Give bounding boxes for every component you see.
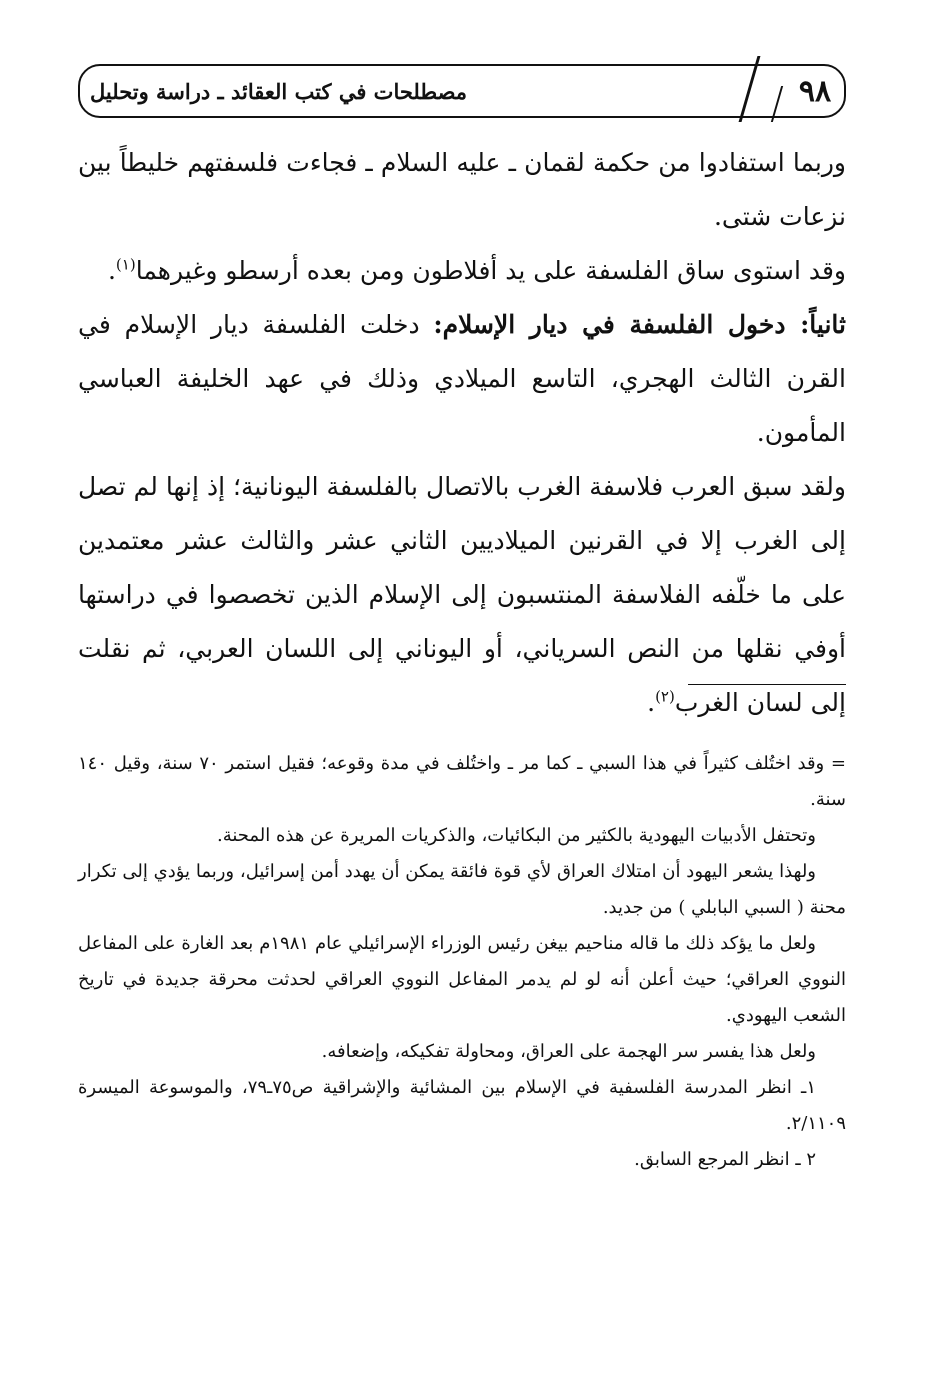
footnote-paragraph: وتحتفل الأدبيات اليهودية بالكثير من البكائيات، والذكريات المريرة عن هذه المحنة. (216, 825, 816, 846)
footnote-1: ١ـ انظر المدرسة الفلسفية في الإسلام بين المشائية والإشراقية ص٧٥ـ٧٩، والموسوعة الميسرة ٢/١١٠٩. (78, 1077, 846, 1134)
paragraph-2-end: . (107, 256, 116, 285)
footnotes (78, 746, 846, 1178)
footnote-ref-2: (٢) (655, 687, 675, 706)
section-heading: ثانياً: دخول الفلسفة في ديار الإسلام: (433, 310, 846, 339)
footnote-ref-1: (١) (115, 255, 136, 274)
paragraph-3-text: دخلت الفلسفة ديار الإسلام في القرن الثالث الهجري، التاسع الميلادي وذلك في عهد الخليفة العباسي المأمون. (78, 310, 846, 447)
footnote-separator (688, 684, 846, 685)
footnote-paragraph: ولعل هذا يفسر سر الهجمة على العراق، ومحاولة تفكيكه، وإضعافه. (321, 1041, 816, 1062)
paragraph-2 (78, 244, 846, 298)
paragraph-4-end: . (647, 688, 656, 717)
paragraph-4-text: ولقد سبق العرب فلاسفة الغرب بالاتصال بالفلسفة اليونانية؛ إذ إنها لم تصل إلى الغرب إلا في القرنين الميلاديين الثاني عشر والثالث عشر معتمدين على ما خلّفه الفلاسفة المنتسبون إلى الإسلام الذين تخصصوا في دراستها أوفي نقلها من النص السرياني، أو اليوناني إلى اللسان العربي، ثم نقلت إلى لسان الغرب (78, 472, 847, 717)
page-number: ٩٨ (798, 74, 832, 109)
footnote-continuation: = وقد اختُلف كثيراً في هذا السبي ـ كما مر ـ واختُلف في مدة وقوعه؛ فقيل استمر ٧٠ سنة، وقيل ١٤٠ سنة. (78, 753, 847, 810)
paragraph-4 (78, 460, 846, 730)
paragraph-2-text: وقد استوى ساق الفلسفة على يد أفلاطون ومن بعده أرسطو وغيرهما (135, 256, 846, 285)
running-header-title: مصطلحات في كتب العقائد ـ دراسة وتحليل (90, 79, 468, 104)
footnote-2: ٢ ـ انظر المرجع السابق. (634, 1149, 816, 1170)
footnote-paragraph: ولعل ما يؤكد ذلك ما قاله مناحيم بيغن رئيس الوزراء الإسرائيلي عام ١٩٨١م بعد الغارة على المفاعل النووي العراقي؛ حيث أعلن أنه لو لم يدمر المفاعل النووي العراقي لحدثت محرقة جديدة في تاريخ الشعب اليهودي. (78, 933, 846, 1026)
paragraph-3 (78, 298, 846, 460)
footnote-paragraph: ولهذا يشعر اليهود أن امتلاك العراق لأي قوة فائقة يمكن أن يهدد أمن إسرائيل، وربما يؤدي إلى تكرار محنة ( السبي البابلي ) من جديد. (78, 861, 846, 918)
paragraph-1: وربما استفادوا من حكمة لقمان ـ عليه السلام ـ فجاءت فلسفتهم خليطاً بين نزعات شتى. (78, 148, 846, 231)
main-text (78, 136, 846, 730)
